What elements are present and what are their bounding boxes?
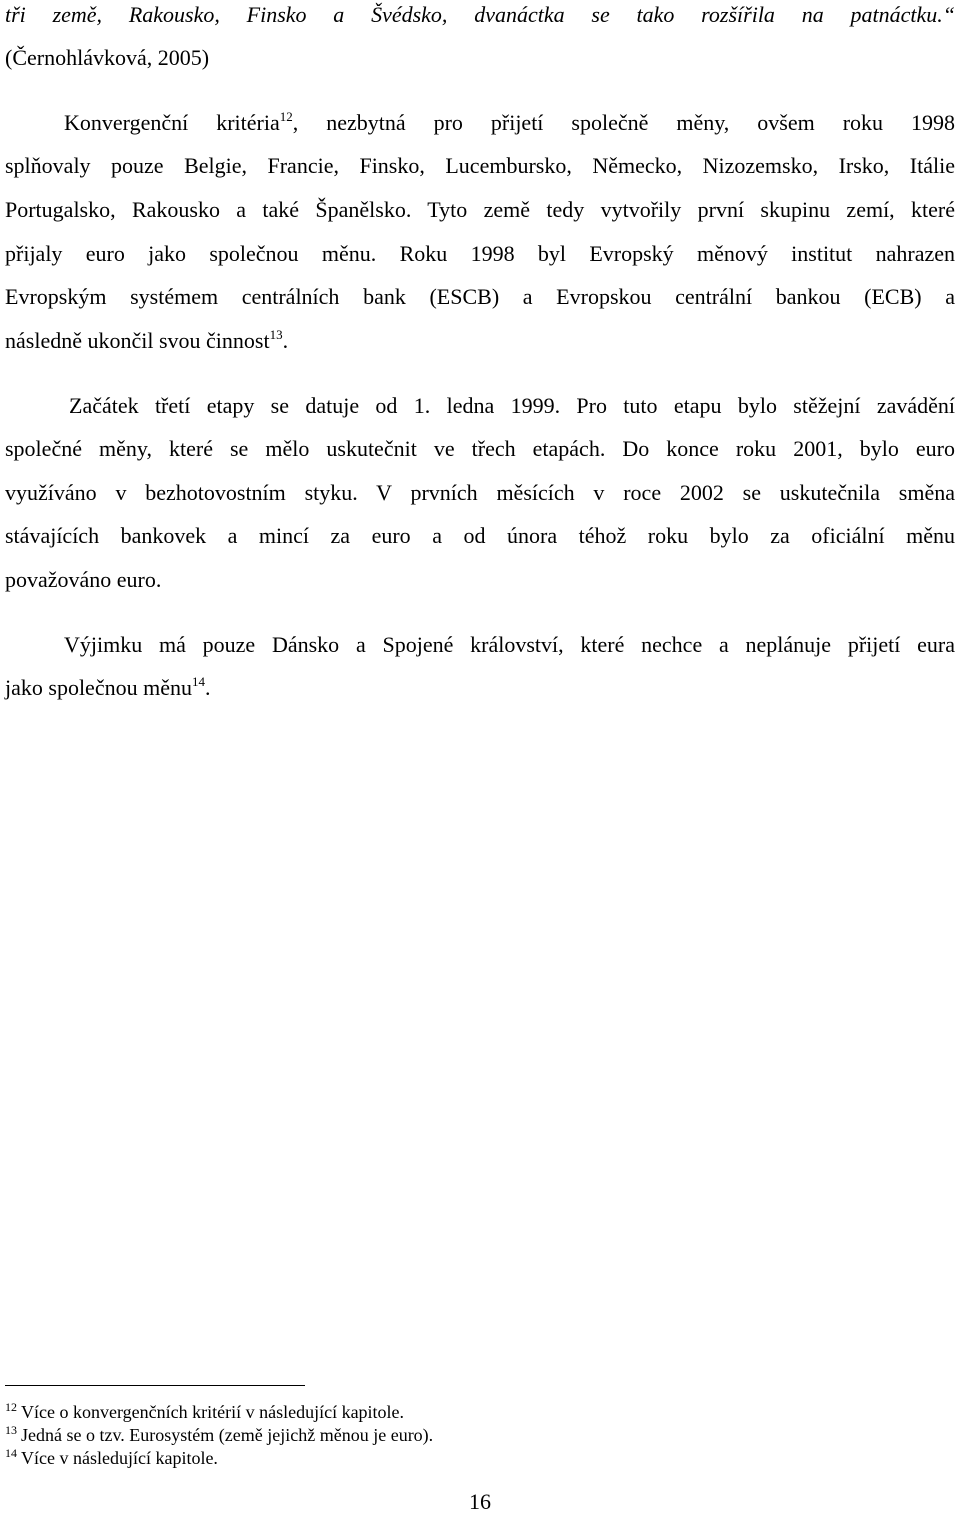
- footnote-number: 12: [5, 1400, 17, 1414]
- criteria-line-1: [64, 108, 955, 141]
- criteria-line-2: splňovaly pouze Belgie, Francie, Finsko, Lucembursko, Německo, Nizozemsko, Irsko, Itálie: [5, 153, 955, 178]
- footnote-text: Více o konvergenčních kritérií v následující kapitole.: [21, 1402, 405, 1422]
- third-stage-line-3: využíváno v bezhotovostním styku. V prvních měsících v roce 2002 se uskutečnila směna: [5, 480, 955, 505]
- page-number: 16: [469, 1489, 491, 1514]
- third-stage-line-1: Začátek třetí etapy se datuje od 1. ledna 1999. Pro tuto etapu bylo stěžejní zavádění: [69, 393, 955, 418]
- criteria-line-1-rest: , nezbytná pro přijetí společně měny, ovšem roku 1998: [292, 110, 955, 135]
- criteria-line-4: přijaly euro jako společnou měnu. Roku 1998 byl Evropský měnový institut nahrazen: [5, 241, 955, 266]
- third-stage-line-2: společné měny, které se mělo uskutečnit ve třech etapách. Do konce roku 2001, bylo euro: [5, 436, 955, 461]
- footnote-number: 13: [5, 1423, 17, 1437]
- footnote-separator: [5, 1385, 305, 1386]
- footnote-13: [5, 1424, 433, 1448]
- footnote-ref-12[interactable]: 12: [279, 109, 293, 124]
- criteria-line-6-text: následně ukončil svou činnost: [5, 328, 270, 353]
- criteria-line-1-text: Konvergenční kritéria: [64, 110, 280, 135]
- third-stage-line-4: stávajících bankovek a mincí za euro a od února téhož roku bylo za oficiální měnu: [5, 523, 955, 548]
- footnote-text: Více v následující kapitole.: [21, 1448, 218, 1468]
- criteria-line-6: [5, 326, 955, 359]
- exception-line-2-rest: .: [204, 675, 211, 700]
- footnote-ref-14[interactable]: 14: [191, 674, 205, 689]
- criteria-line-3: Portugalsko, Rakousko a také Španělsko. Tyto země tedy vytvořily první skupinu zemí, které: [5, 197, 955, 222]
- footnote-14: [5, 1447, 218, 1471]
- criteria-line-5: Evropským systémem centrálních bank (ESCB) a Evropskou centrální bankou (ECB) a: [5, 284, 955, 309]
- footnote-number: 14: [5, 1446, 17, 1460]
- footnote-12: [5, 1401, 404, 1425]
- criteria-line-6-rest: .: [282, 328, 289, 353]
- quote-line-1: tři země, Rakousko, Finsko a Švédsko, dvanáctka se tako rozšířila na patnáctku.“: [5, 2, 955, 27]
- exception-line-2: [5, 673, 955, 706]
- exception-line-2-text: jako společnou měnu: [5, 675, 192, 700]
- third-stage-line-5: považováno euro.: [5, 567, 162, 592]
- footnote-ref-13[interactable]: 13: [269, 327, 283, 342]
- quote-citation: (Černohlávková, 2005): [5, 45, 210, 70]
- exception-line-1: Výjimku má pouze Dánsko a Spojené království, které nechce a neplánuje přijetí eura: [64, 632, 955, 657]
- footnote-text: Jedná se o tzv. Eurosystém (země jejichž měnou je euro).: [21, 1425, 434, 1445]
